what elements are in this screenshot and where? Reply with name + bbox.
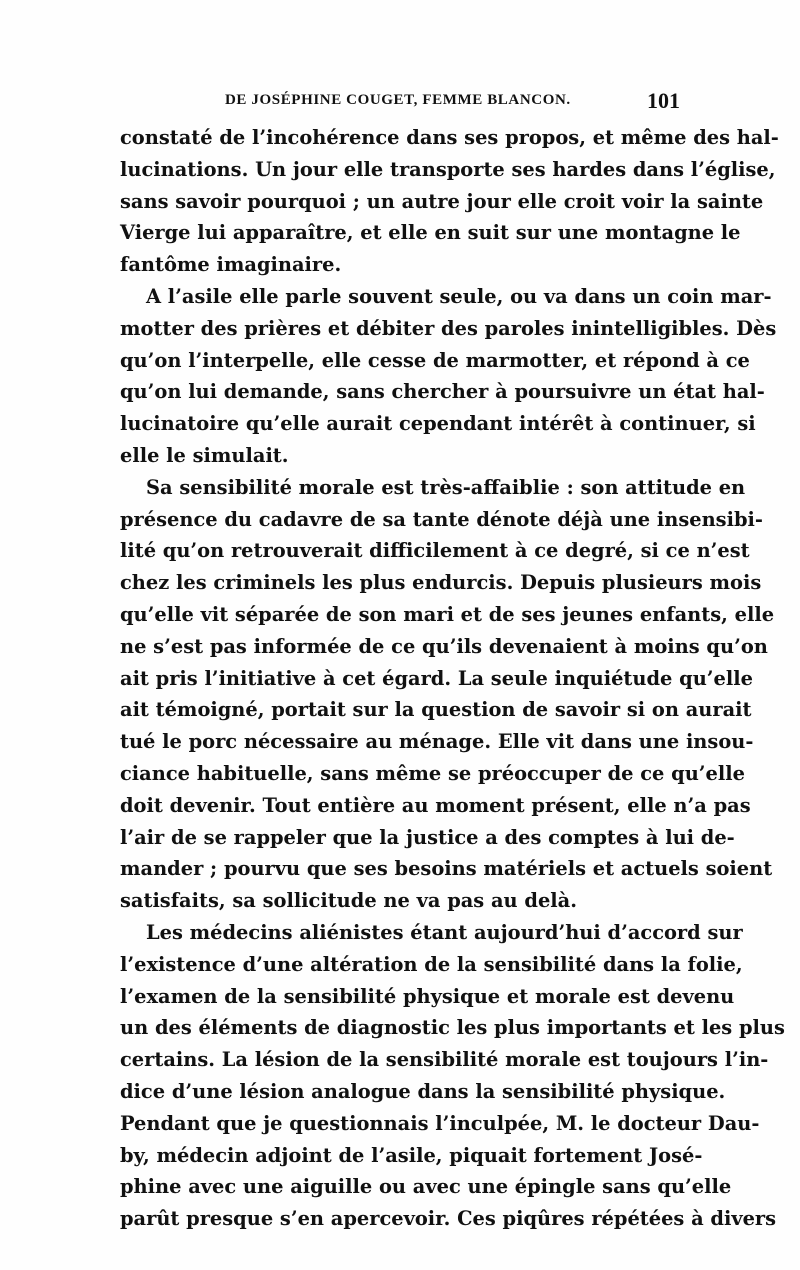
text-line: ne s’est pas informée de ce qu’ils devenaient à moins qu’on (120, 634, 768, 658)
text-line: Vierge lui apparaître, et elle en suit sur une montagne le (120, 221, 741, 245)
text-line: qu’on l’interpelle, elle cesse de marmotter, et répond à ce (120, 348, 750, 372)
text-line: mander ; pourvu que ses besoins matériels et actuels soient (120, 857, 773, 881)
text-line: sans savoir pourquoi ; un autre jour elle croit voir la sainte (120, 189, 764, 213)
text-line: lucinatoire qu’elle aurait cependant intérêt à continuer, si (120, 412, 756, 436)
page-number: 101 (647, 88, 680, 113)
text-line: l’air de se rappeler que la justice a des comptes à lui de- (120, 825, 735, 849)
text-line: Pendant que je questionnais l’inculpée, M. le docteur Dau- (120, 1111, 760, 1135)
text-line: l’existence d’une altération de la sensibilité dans la folie, (120, 952, 743, 976)
text-line: motter des prières et débiter des paroles inintelligibles. Dès (120, 316, 777, 340)
running-title: DE JOSÉPHINE COUGET, FEMME BLANCON. (225, 92, 571, 108)
text-line: dice d’une lésion analogue dans la sensibilité physique. (120, 1079, 726, 1103)
text-line: qu’on lui demande, sans chercher à poursuivre un état hal- (120, 380, 765, 404)
text-line: doit devenir. Tout entière au moment présent, elle n’a pas (120, 793, 751, 817)
running-head (120, 88, 680, 118)
text-line: ait témoigné, portait sur la question de savoir si on aurait (120, 698, 752, 722)
text-line: ciance habituelle, sans même se préoccuper de ce qu’elle (120, 761, 745, 785)
text-line: lucinations. Un jour elle transporte ses hardes dans l’église, (120, 157, 776, 181)
text-line: elle le simulait. (120, 443, 289, 467)
text-line: un des éléments de diagnostic les plus importants et les plus (120, 1016, 785, 1040)
text-line: fantôme imaginaire. (120, 253, 342, 277)
paragraph-start-line: Les médecins aliénistes étant aujourd’hui d’accord sur (146, 920, 743, 944)
text-line: certains. La lésion de la sensibilité morale est toujours l’in- (120, 1048, 769, 1072)
text-line: phine avec une aiguille ou avec une épingle sans qu’elle (120, 1175, 732, 1199)
text-line: by, médecin adjoint de l’asile, piquait fortement José- (120, 1143, 703, 1167)
text-line: constaté de l’incohérence dans ses propos, et même des hal- (120, 126, 779, 149)
text-line: lité qu’on retrouverait difficilement à ce degré, si ce n’est (120, 539, 750, 563)
text-line: ait pris l’initiative à cet égard. La seule inquiétude qu’elle (120, 666, 753, 690)
text-line: l’examen de la sensibilité physique et morale est devenu (120, 984, 735, 1008)
text-line: présence du cadavre de sa tante dénote déjà une insensibi- (120, 507, 763, 531)
paragraph-start-line: Sa sensibilité morale est très-affaiblie : son attitude en (146, 475, 746, 499)
text-line: satisfaits, sa sollicitude ne va pas au delà. (120, 889, 577, 913)
text-line: qu’elle vit séparée de son mari et de ses jeunes enfants, elle (120, 602, 775, 626)
text-line: tué le porc nécessaire au ménage. Elle vit dans une insou- (120, 730, 754, 754)
text-line: chez les criminels les plus endurcis. Depuis plusieurs mois (120, 571, 762, 595)
text-line: parût presque s’en apercevoir. Ces piqûres répétées à divers (120, 1207, 777, 1231)
paragraph-start-line: A l’asile elle parle souvent seule, ou va dans un coin mar- (146, 284, 772, 308)
body-text (120, 122, 785, 1235)
